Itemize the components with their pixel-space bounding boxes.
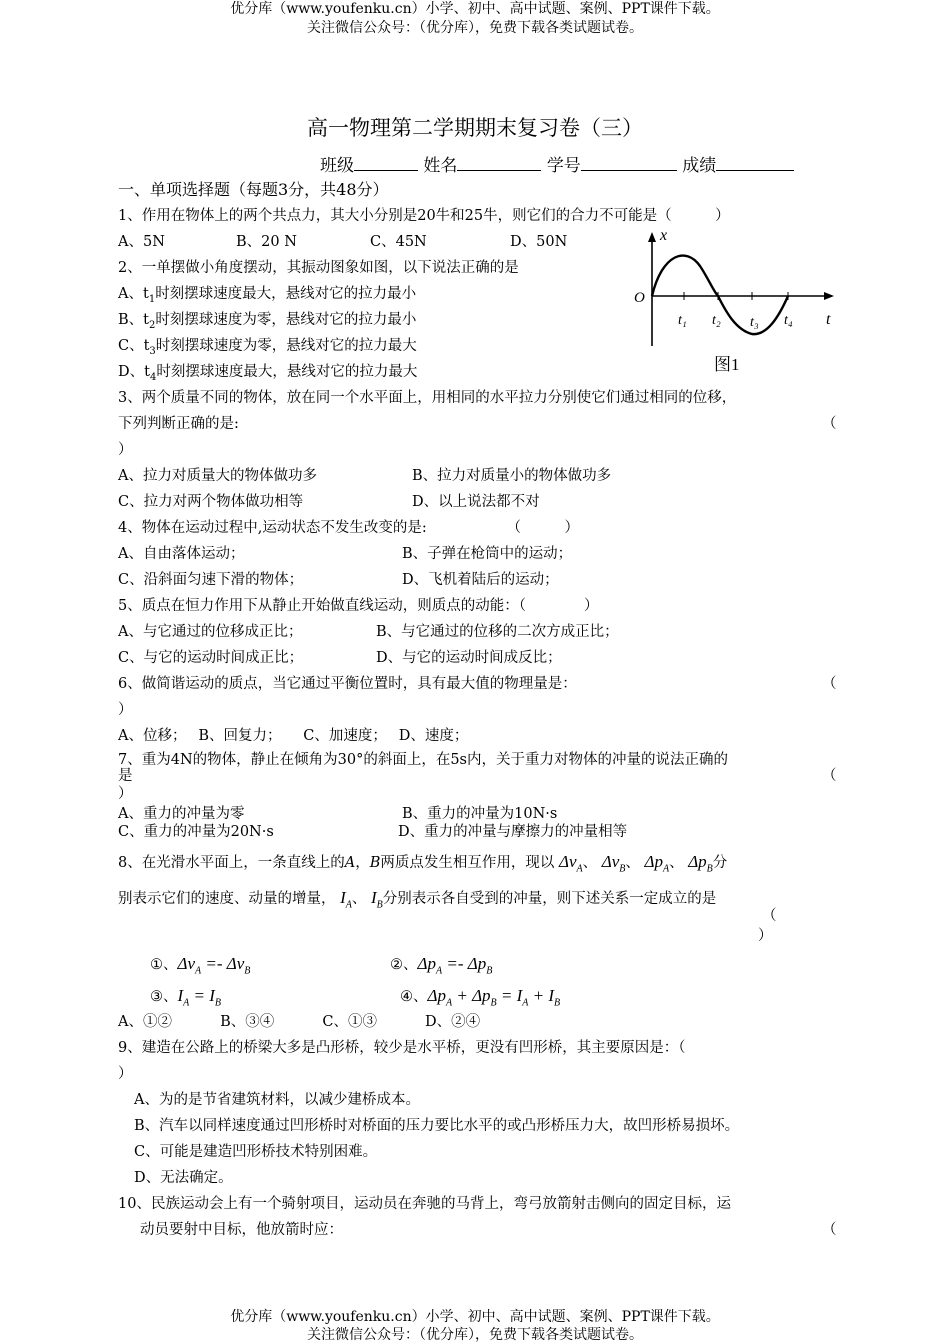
q3-option-d: D、以上说法都不对 (412, 494, 540, 510)
q2-option-a: A、$t_1$时刻摆球速度最大，悬线对它的拉力最小 (118, 286, 417, 305)
q7-stem-line1: 7、重为4N的物体，静止在倾角为30°的斜面上，在5s内，关于重力对物体的冲量的说法正确的 (118, 752, 729, 768)
q5-option-d: D、与它的运动时间成反比； (376, 650, 562, 666)
x-axis-arrow-icon (648, 232, 656, 242)
q1-option-c: C、45N (370, 234, 427, 250)
q8-relation-3: ③、$I_A = I_B$ (150, 986, 222, 1009)
q7-option-a: A、重力的冲量为零 (118, 806, 245, 822)
q6-paren-close: ） (118, 702, 133, 718)
x-axis-label: x (660, 227, 668, 244)
t1-label: t₁ (678, 313, 687, 328)
q10-stem-line1: 10、民族运动会上有一个骑射项目，运动员在奔驰的马背上，弯弓放箭射击侧向的固定目标，运 (118, 1196, 731, 1212)
q4-stem: 4、物体在运动过程中,运动状态不发生改变的是: （ ） (118, 520, 579, 536)
origin-label: O (634, 290, 645, 306)
q6-options: A、位移； B、回复力； C、加速度； D、速度； (118, 728, 469, 744)
delta-vb-symbol: $\Delta v_B$ (601, 852, 626, 875)
q9-option-c: C、可能是建造凹形桥技术特别困难。 (134, 1144, 378, 1160)
t4-label: t₄ (784, 313, 793, 328)
impulse-a-symbol: $I_A$ (340, 888, 352, 911)
q10-stem-line2: 动员要射中目标，他放箭时应： (140, 1222, 343, 1238)
name-blank[interactable] (457, 156, 541, 171)
figure-caption: 图1 (714, 355, 740, 374)
q4-option-c: C、沿斜面匀速下滑的物体； (118, 572, 304, 588)
footer-line-2: 关注微信公众号：（优分库），免费下载各类试题试卷。 (307, 1327, 643, 1343)
header-line-2: 关注微信公众号：（优分库），免费下载各类试题试卷。 (307, 20, 643, 36)
q8-relation-4: ④、$\Delta p_A + \Delta p_B = I_A + I_B$ (400, 986, 561, 1009)
q3-option-a: A、拉力对质量大的物体做功多 (118, 468, 317, 484)
q2-option-d: D、$t_4$时刻摆球速度最大，悬线对它的拉力最大 (118, 364, 418, 383)
q8-stem-line2: 别表示它们的速度、动量的增量， $I_A$、 $I_B$分别表示各自受到的冲量，则下述关系一定成立的是 (118, 888, 717, 911)
t2-label: t₂ (712, 313, 721, 328)
q1-stem: 1、作用在物体上的两个共点力，其大小分别是20牛和25牛，则它们的合力不可能是（ ） (118, 208, 730, 224)
q3-stem-line1: 3、两个质量不同的物体，放在同一个水平面上，用相同的水平拉力分别使它们通过相同的位移， (118, 390, 737, 406)
q8-paren-close: ） (758, 928, 773, 944)
q9-option-a: A、为的是节省建筑材料，以减少建桥成本。 (134, 1092, 420, 1108)
impulse-b-symbol: $I_B$ (371, 888, 383, 911)
q9-stem: 9、建造在公路上的桥梁大多是凸形桥，较少是水平桥，更没有凹形桥，其主要原因是：（ (118, 1040, 686, 1056)
t-axis-label: t (826, 311, 831, 328)
q8-relation-2: ②、$\Delta p_A =- \Delta p_B$ (390, 954, 493, 977)
q9-option-b: B、汽车以同样速度通过凹形桥时对桥面的压力要比水平的或凸形桥压力大，故凹形桥易损坏。 (134, 1118, 740, 1134)
id-label: 学号 (546, 156, 581, 176)
delta-pb-symbol: $\Delta p_B$ (688, 852, 713, 875)
t-axis-arrow-icon (824, 292, 834, 300)
page-title: 高一物理第二学期期末复习卷（三） (307, 116, 643, 140)
student-info-row (320, 156, 794, 176)
score-blank[interactable] (716, 156, 794, 171)
q7-stem-line2: 是 (118, 768, 133, 784)
score-label: 成绩 (682, 156, 717, 176)
q2-stem: 2、一单摆做小角度摆动，其振动图象如图，以下说法正确的是 (118, 260, 519, 276)
q1-option-d: D、50N (510, 234, 568, 250)
delta-va-symbol: $\Delta v_A$ (558, 852, 583, 875)
class-label: 班级 (320, 156, 354, 176)
q3-option-b: B、拉力对质量小的物体做功多 (412, 468, 612, 484)
q1-option-b: B、20 N (236, 234, 297, 250)
q10-paren-open: （ (822, 1222, 837, 1238)
q7-option-d: D、重力的冲量与摩擦力的冲量相等 (398, 824, 628, 840)
q9-paren-close: ） (118, 1066, 133, 1082)
q4-option-a: A、自由落体运动； (118, 546, 245, 562)
q6-paren-open: （ (822, 676, 837, 692)
q4-option-b: B、子弹在枪筒中的运动； (402, 546, 573, 562)
q3-option-c: C、拉力对两个物体做功相等 (118, 494, 304, 510)
q5-stem: 5、质点在恒力作用下从静止开始做直线运动，则质点的动能：（ ） (118, 598, 599, 614)
q5-option-b: B、与它通过的位移的二次方成正比； (376, 624, 619, 640)
q1-option-a: A、5N (118, 234, 165, 250)
q7-option-b: B、重力的冲量为10N·s (402, 806, 558, 822)
id-blank[interactable] (581, 156, 677, 171)
q8-relation-1: ①、$\Delta v_A =- \Delta v_B$ (150, 954, 251, 977)
q8-paren-open: （ (762, 908, 777, 924)
q4-option-d: D、飞机着陆后的运动； (402, 572, 559, 588)
q5-option-c: C、与它的运动时间成正比； (118, 650, 304, 666)
q2-option-b: B、$t_2$时刻摆球速度为零，悬线对它的拉力最小 (118, 312, 417, 331)
vibration-graph (628, 226, 842, 380)
q2-option-c: C、$t_3$时刻摆球速度为零，悬线对它的拉力最大 (118, 338, 417, 357)
q3-stem-line2: 下列判断正确的是: (118, 416, 239, 432)
q3-paren-open: （ (822, 416, 837, 432)
class-blank[interactable] (354, 156, 418, 171)
q7-paren-close: ） (118, 786, 133, 802)
q8-options: A、①② B、③④ C、①③ D、②④ (118, 1014, 481, 1030)
delta-pa-symbol: $\Delta p_A$ (644, 852, 670, 875)
header-line-1: 优分库（www.youfenku.cn）小学、初中、高中试题、案例、PPT课件下载。 (230, 1, 720, 17)
section-heading: 一、单项选择题（每题3分，共48分） (118, 180, 389, 199)
q6-stem: 6、做简谐运动的质点，当它通过平衡位置时，具有最大值的物理量是： (118, 676, 577, 692)
q7-option-c: C、重力的冲量为20N·s (118, 824, 274, 840)
q9-option-d: D、无法确定。 (134, 1170, 233, 1186)
q3-paren-close: ） (118, 442, 133, 458)
q8-stem-line1: 8、在光滑水平面上，一条直线上的A，B两质点发生相互作用，现以 $\Delta v_A$、 $\Delta v_B$、 $\Delta p_A$、 $\Delta p_B$分 (118, 852, 728, 875)
footer-line-1: 优分库（www.youfenku.cn）小学、初中、高中试题、案例、PPT课件下载。 (230, 1309, 720, 1325)
q7-paren-open: （ (822, 768, 837, 784)
name-label: 姓名 (423, 156, 458, 176)
t3-label: t₃ (750, 315, 759, 330)
q5-option-a: A、与它通过的位移成正比； (118, 624, 303, 640)
